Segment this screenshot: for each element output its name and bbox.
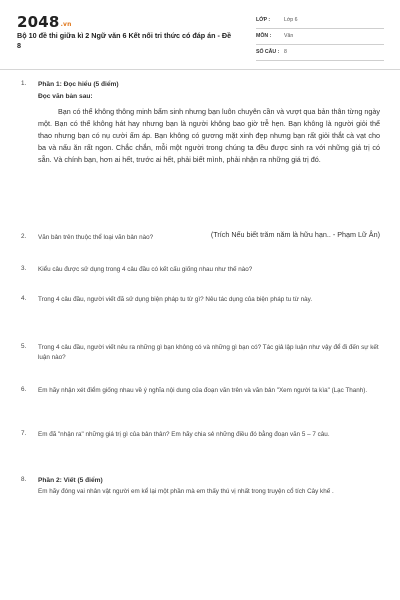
question-text: Kiểu câu được sử dụng trong 4 câu đầu có kết cấu giống nhau như thế nào? [38, 266, 253, 273]
meta-value: Lớp 6 [284, 17, 298, 23]
question-number: 5. [21, 343, 27, 350]
meta-value: Văn [284, 33, 294, 39]
part2-heading: Phần 2: Viết (5 điểm) [38, 477, 103, 484]
question-number: 1. [21, 80, 27, 87]
question-text: Trong 4 câu đầu, người viết đã sử dụng biện pháp tu từ gì? Nêu tác dụng của biện pháp tu từ này. [38, 296, 313, 303]
meta-label: LỚP : [256, 17, 271, 23]
meta-value: 8 [284, 49, 287, 55]
question-number: 7. [21, 430, 27, 437]
meta-label: MÔN : [256, 33, 272, 39]
question-number: 8. [21, 476, 27, 483]
question-number: 4. [21, 295, 27, 302]
question-number: 2. [21, 233, 27, 240]
meta-row-subject [256, 31, 384, 45]
meta-panel [256, 15, 384, 63]
question-text: Trong 4 câu đầu, người viết nêu ra những gì bạn không có và những gì bạn có? Tác giả lập luận như vậy để đi đến sự kết luận nào? [38, 344, 379, 361]
passage-source: (Trích Nếu biết trăm năm là hữu hạn.. - Phạm Lữ Ân) [210, 230, 380, 239]
question-text: Em hãy đóng vai nhân vật người em kể lại một phần mà em thấy thú vị nhất trong truyện cổ tích Cây khế . [38, 488, 334, 495]
part1-subheading: Đọc văn bản sau: [38, 93, 93, 100]
logo-main: 2048 [17, 13, 60, 31]
part1-heading: Phần 1: Đọc hiểu (5 điểm) [38, 81, 119, 88]
site-logo[interactable] [17, 13, 72, 31]
logo-suffix: .vn [60, 21, 72, 28]
question-text: Văn bản trên thuộc thể loại văn bản nào? [38, 234, 154, 241]
document-header [0, 0, 400, 68]
meta-row-count [256, 47, 384, 61]
question-text: Em đã "nhận ra" những giá trị gì của bản thân? Em hãy chia sẻ những điều đó bằng đoạn văn 5 – 7 câu. [38, 431, 330, 438]
question-number: 6. [21, 386, 27, 393]
question-number: 3. [21, 265, 27, 272]
meta-row-class [256, 15, 384, 29]
reading-passage: Bạn có thể không thông minh bẩm sinh nhưng bạn luôn chuyên cần và vượt qua bản thân từng ngày một. Bạn có thể không hát hay nhưng bạn là người không bao giờ trễ hẹn. Bạn không là người giỏi thể thao nhưng bạn có nụ cười ấm áp. Bạn không có gương mặt xinh đẹp nhưng bạn rất giỏi thắt cà vạt cho ba và nấu ăn rất ngon. Chắc chắn, mỗi một người trong chúng ta đều được sinh ra với những giá trị có sẵn. Và chính bạn, hơn ai hết, trước ai hết, phải biết mình, phải nhận ra những giá trị đó. [38, 107, 380, 164]
header-divider [0, 69, 400, 70]
meta-label: SỐ CÂU : [256, 49, 280, 55]
question-text: Em hãy nhận xét điểm giống nhau về ý nghĩa nội dung của đoạn văn trên và văn bản "Xem người ta kìa" (Lạc Thanh). [38, 387, 368, 394]
document-title: Bộ 10 đề thi giữa kì 2 Ngữ văn 6 Kết nối tri thức có đáp án - Đề 8 [17, 31, 232, 50]
